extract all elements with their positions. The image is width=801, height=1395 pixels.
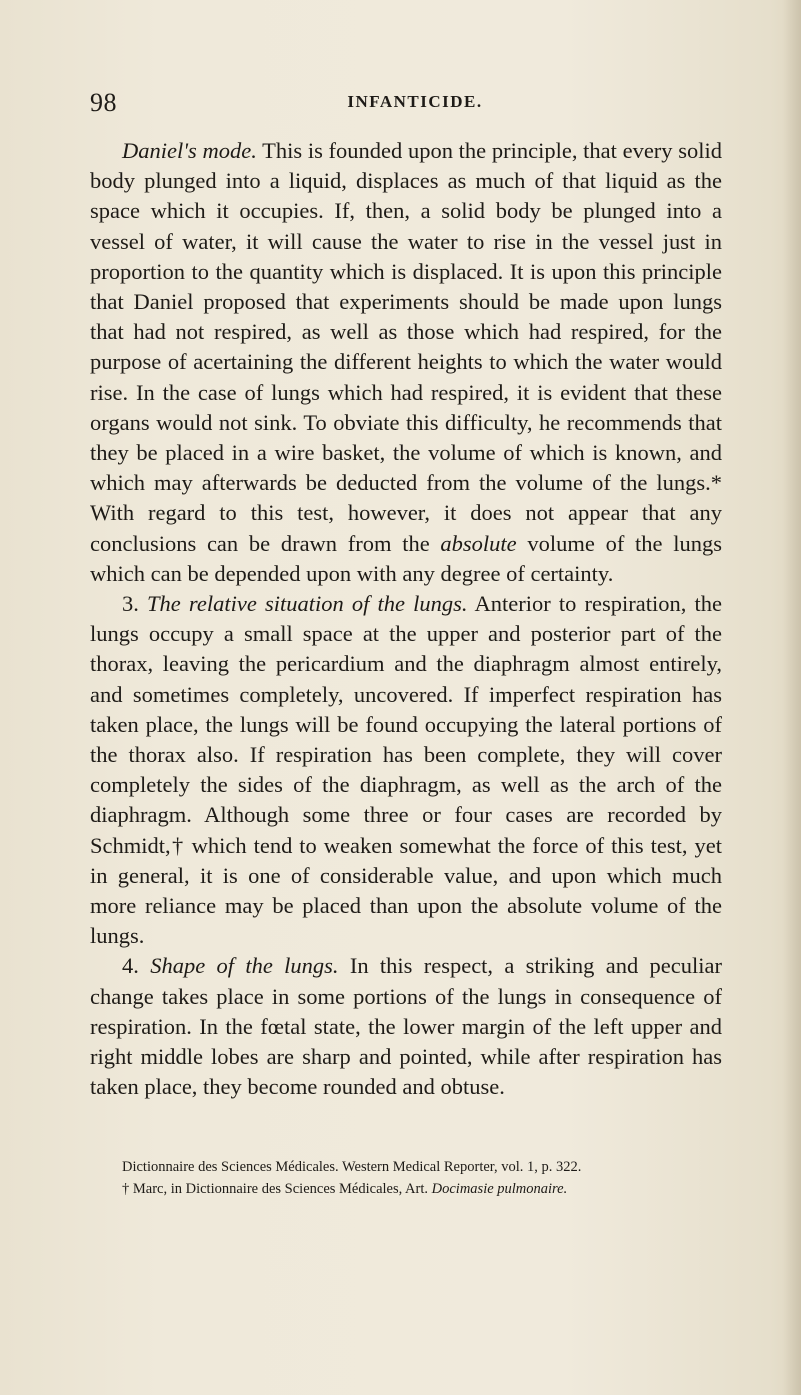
paragraph-daniels-mode — [90, 136, 722, 589]
paragraph-lead: The relative situation of the lungs. — [147, 591, 468, 617]
paragraph-text: Anterior to respiration, the lungs occupy a small space at the upper and posterior part of the thorax, leaving the pericardium and the diaphragm almost entirely, and sometimes completely, uncovered. If imperfect respiration has taken place, the lungs will be found occupying the lateral portions of the thorax also. If respiration has been complete, they will cover completely the sides of the diaphragm, as well as the arch of the diaphragm. Although some three or four cases are recorded by Schmidt,† which tend to weaken somewhat the force of this test, yet in general, it is one of considerable value, and upon which much more reliance may be placed than upon the absolute volume of the lungs. — [90, 591, 722, 949]
section-number: 3. — [122, 591, 139, 617]
running-head: INFANTICIDE. — [347, 92, 483, 111]
page-edge-shadow — [783, 0, 801, 1395]
footnote-2 — [90, 1178, 740, 1200]
paragraph-text: In this respect, a striking and peculiar change takes place in some portions of the lungs in consequence of respiration. In the fœtal state, the lower margin of the left upper and right middle lobes are sharp and pointed, while after respiration has taken place, they become rounded and obtuse. — [90, 953, 722, 1100]
footnotes — [90, 1156, 740, 1200]
paragraph-lead: Shape of the lungs. — [150, 953, 339, 979]
footnote-mark: † — [122, 1181, 130, 1197]
footnote-emphasis: Docimasie pulmonaire. — [431, 1181, 568, 1197]
paragraph-lead: Daniel's mode. — [122, 138, 257, 163]
page-header — [90, 88, 740, 124]
section-number: 4. — [122, 953, 139, 979]
emphasis-word: absolute — [440, 530, 517, 556]
paragraph-tail: volume of the lungs which can be depended upon with any degree of certainty. — [90, 530, 722, 586]
body-text — [90, 136, 722, 1103]
paragraph-shape-of-lungs — [90, 951, 722, 1102]
footnote-text: Marc, in Dictionnaire des Sciences Médicales, Art. — [132, 1181, 432, 1197]
footnote-1 — [90, 1156, 740, 1178]
page-number: 98 — [90, 88, 117, 117]
paragraph-text: This is founded upon the principle, that every solid body plunged into a liquid, displaces as much of that liquid as the space which it occupies. If, then, a solid body be plunged into a vessel of water, it will cause the water to rise in the vessel just in proportion to the quantity which is displaced. It is upon this principle that Daniel proposed that experiments should be made upon lungs that had not respired, as well as those which had respired, for the purpose of acertaining the different heights to which the water would rise. In the case of lungs which had respired, it is evident that these organs would not sink. To obviate this difficulty, he recommends that they be placed in a wire basket, the volume of which is known, and which may afterwards be deducted from the volume of the lungs.* With regard to this test, however, it does not appear that any conclusions can be drawn from the — [90, 138, 722, 556]
footnote-text: Dictionnaire des Sciences Médicales. Western Medical Reporter, vol. 1, p. 322. — [122, 1159, 582, 1175]
paragraph-relative-situation — [90, 589, 722, 951]
